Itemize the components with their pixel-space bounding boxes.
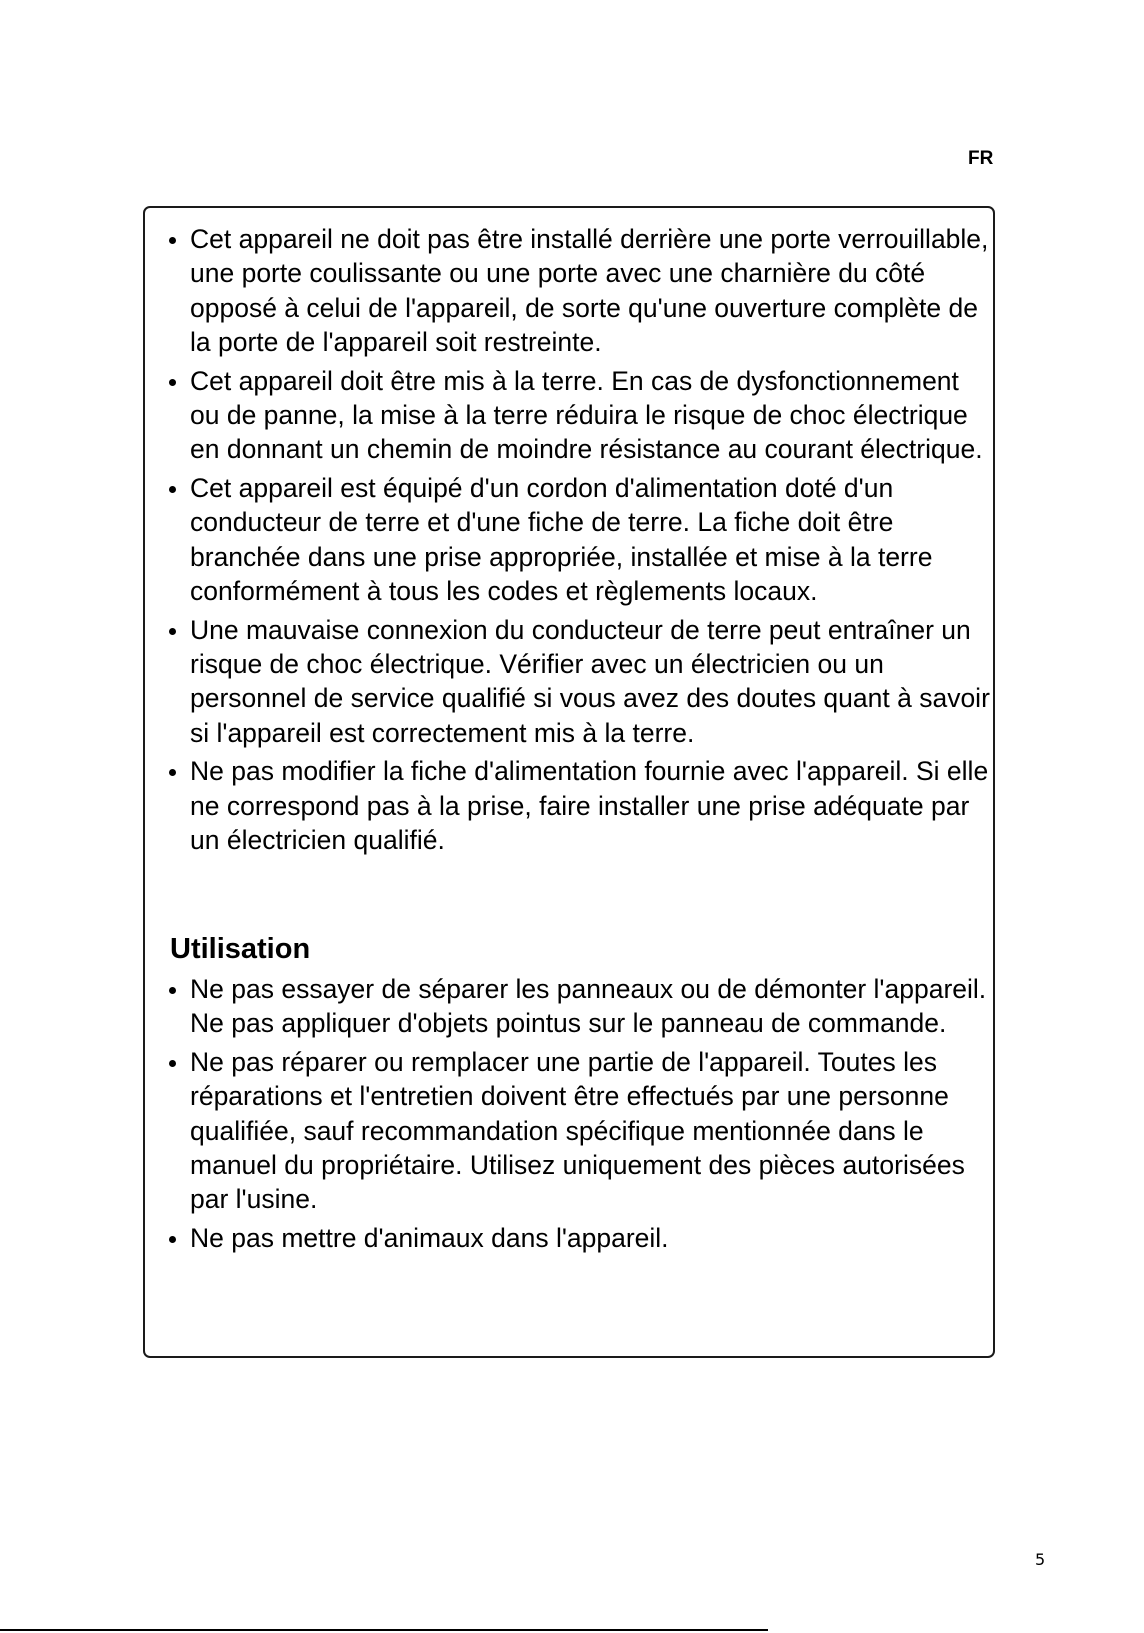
list-item bbox=[143, 364, 995, 467]
list-item-text: Cet appareil ne doit pas être installé derrière une porte verrouillable, une porte coulissante ou une porte avec une charnière du côté opposé à celui de l'appareil, de sorte qu'une ouverture complète de la porte de l'appareil soit restreinte. bbox=[190, 224, 989, 357]
list-item-text: Ne pas modifier la fiche d'alimentation fournie avec l'appareil. Si elle ne correspond pas à la prise, faire installer une prise adéquate par un électricien qualifié. bbox=[190, 756, 989, 856]
list-item-text: Une mauvaise connexion du conducteur de terre peut entraîner un risque de choc électrique. Vérifier avec un électricien ou un personnel de service qualifié si vous avez des doutes quant à savoir si l'appareil est correctement mis à la terre. bbox=[190, 614, 990, 748]
list-item bbox=[143, 1221, 995, 1255]
bullet-icon bbox=[169, 1236, 176, 1243]
section-heading: Utilisation bbox=[170, 933, 311, 965]
page-number: 5 bbox=[1035, 1550, 1046, 1569]
list-item bbox=[143, 222, 995, 359]
usage-list bbox=[143, 972, 995, 1260]
bullet-icon bbox=[169, 987, 176, 994]
list-item bbox=[143, 1045, 995, 1216]
list-item-text: Cet appareil est équipé d'un cordon d'alimentation doté d'un conducteur de terre et d'une fiche de terre. La fiche doit être branchée dans une prise appropriée, installée et mise à la terre conformément à tous les codes et règlements locaux. bbox=[190, 473, 933, 606]
bullet-icon bbox=[169, 628, 176, 635]
safety-list bbox=[143, 222, 995, 862]
bullet-icon bbox=[169, 486, 176, 493]
bullet-icon bbox=[169, 237, 176, 244]
list-item-text: Ne pas mettre d'animaux dans l'appareil. bbox=[190, 1223, 669, 1254]
list-item bbox=[143, 754, 995, 857]
list-item-text: Cet appareil doit être mis à la terre. En cas de dysfonctionnement ou de panne, la mise à la terre réduira le risque de choc électrique en donnant un chemin de moindre résistance au courant électrique. bbox=[190, 365, 983, 465]
list-item bbox=[143, 471, 995, 608]
footer-divider bbox=[0, 1629, 768, 1631]
bullet-icon bbox=[169, 769, 176, 776]
list-item bbox=[143, 613, 995, 750]
language-code: FR bbox=[968, 148, 994, 169]
bullet-icon bbox=[169, 379, 176, 386]
list-item bbox=[143, 972, 995, 1041]
bullet-icon bbox=[169, 1060, 176, 1067]
list-item-text: Ne pas réparer ou remplacer une partie de l'appareil. Toutes les réparations et l'entretien doivent être effectués par une personne qualifiée, sauf recommandation spécifique mentionnée dans le manuel du propriétaire. Utilisez uniquement des pièces autorisées par l'usine. bbox=[190, 1047, 965, 1215]
list-item-text: Ne pas essayer de séparer les panneaux ou de démonter l'appareil. Ne pas appliquer d'objets pointus sur le panneau de commande. bbox=[190, 974, 987, 1039]
